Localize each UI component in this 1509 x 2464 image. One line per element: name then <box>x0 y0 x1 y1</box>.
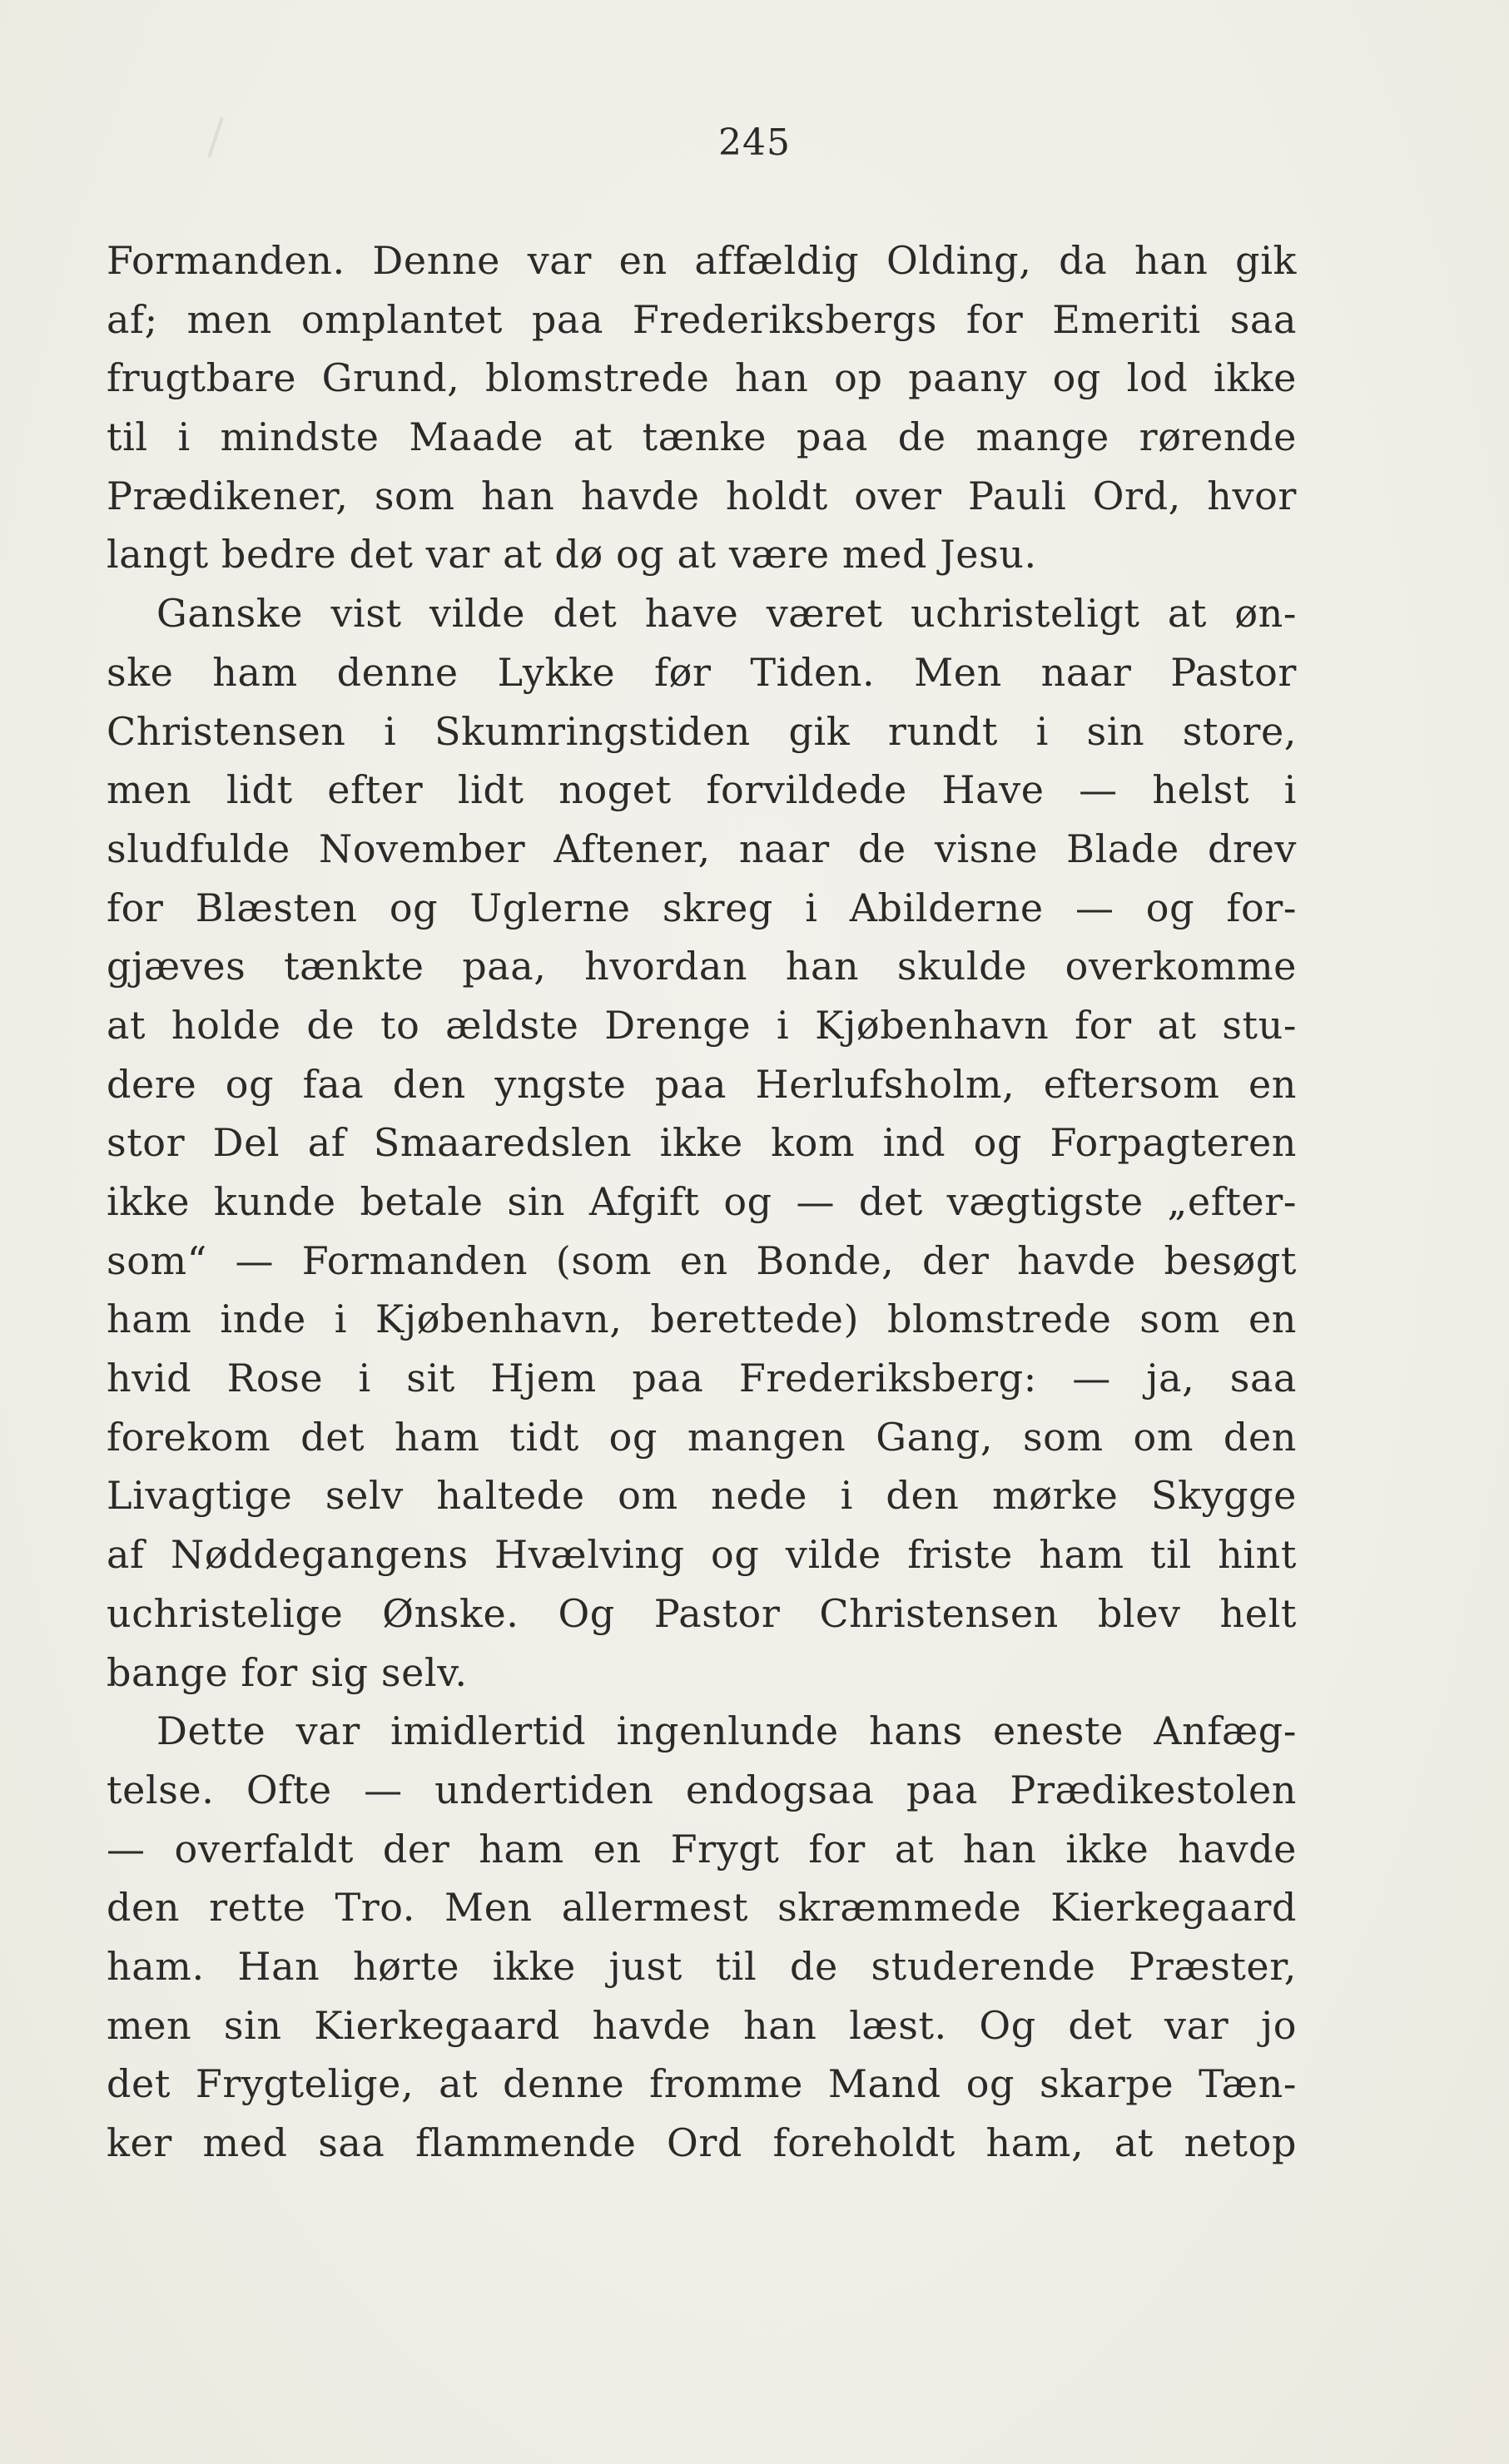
text-line: frugtbare Grund, blomstrede han op paany og lod ikke <box>107 355 1297 401</box>
text-line: men lidt efter lidt noget forvildede Have — helst i <box>107 767 1297 813</box>
page-number: 245 <box>718 121 791 164</box>
text-line: forekom det ham tidt og mangen Gang, som om den <box>107 1414 1297 1460</box>
text-line: Formanden. Denne var en affældig Olding, da han gik <box>107 238 1297 283</box>
text-line: af Nøddegangens Hvælving og vilde friste ham til hint <box>107 1532 1297 1578</box>
body-text <box>107 231 1297 2173</box>
text-line: stor Del af Smaaredslen ikke kom ind og Forpagteren <box>107 1120 1297 1166</box>
text-line: ham inde i Kjøbenhavn, berettede) blomstrede som en <box>107 1296 1297 1342</box>
text-line: ker med saa flammende Ord foreholdt ham, at netop <box>107 2120 1297 2165</box>
text-line: Livagtige selv haltede om nede i den mørke Skygge <box>107 1473 1297 1519</box>
text-line: af; men omplantet paa Frederiksbergs for Emeriti saa <box>107 296 1297 342</box>
text-line: langt bedre det var at dø og at være med Jesu. <box>107 532 1037 578</box>
text-line: gjæves tænkte paa, hvordan han skulde overkomme <box>107 944 1297 989</box>
text-line: den rette Tro. Men allermest skræmmede Kierkegaard <box>107 1885 1297 1931</box>
text-line: ske ham denne Lykke før Tiden. Men naar Pastor <box>107 649 1297 695</box>
text-line: ham. Han hørte ikke just til de studerende Præster, <box>107 1943 1297 1989</box>
text-line: til i mindste Maade at tænke paa de mange rørende <box>107 414 1297 460</box>
text-line: Ganske vist vilde det have været uchristeligt at øn- <box>156 591 1297 637</box>
text-line: — overfaldt der ham en Frygt for at han ikke havde <box>107 1826 1297 1872</box>
text-line: men sin Kierkegaard havde han læst. Og det var jo <box>107 2002 1297 2048</box>
text-line: Prædikener, som han havde holdt over Pauli Ord, hvor <box>107 473 1297 518</box>
text-line: for Blæsten og Uglerne skreg i Abilderne — og for- <box>107 885 1297 930</box>
text-line: telse. Ofte — undertiden endogsaa paa Prædikestolen <box>107 1767 1297 1812</box>
text-line: sludfulde November Aftener, naar de visne Blade drev <box>107 825 1297 871</box>
text-line: Christensen i Skumringstiden gik rundt i sin store, <box>107 708 1297 754</box>
text-line: uchristelige Ønske. Og Pastor Christensen blev helt <box>107 1590 1297 1636</box>
text-line: hvid Rose i sit Hjem paa Frederiksberg: — ja, saa <box>107 1356 1297 1401</box>
text-line: bange for sig selv. <box>107 1649 468 1695</box>
text-line: Dette var imidlertid ingenlunde hans eneste Anfæg- <box>156 1708 1297 1754</box>
text-line: dere og faa den yngste paa Herlufsholm, eftersom en <box>107 1061 1297 1107</box>
text-line: det Frygtelige, at denne fromme Mand og skarpe Tæn- <box>107 2061 1297 2107</box>
text-line: at holde de to ældste Drenge i Kjøbenhavn for at stu- <box>107 1002 1297 1048</box>
text-line: ikke kunde betale sin Afgift og — det vægtigste „efter- <box>107 1179 1297 1224</box>
text-line: som“ — Formanden (som en Bonde, der havde besøgt <box>107 1237 1297 1283</box>
